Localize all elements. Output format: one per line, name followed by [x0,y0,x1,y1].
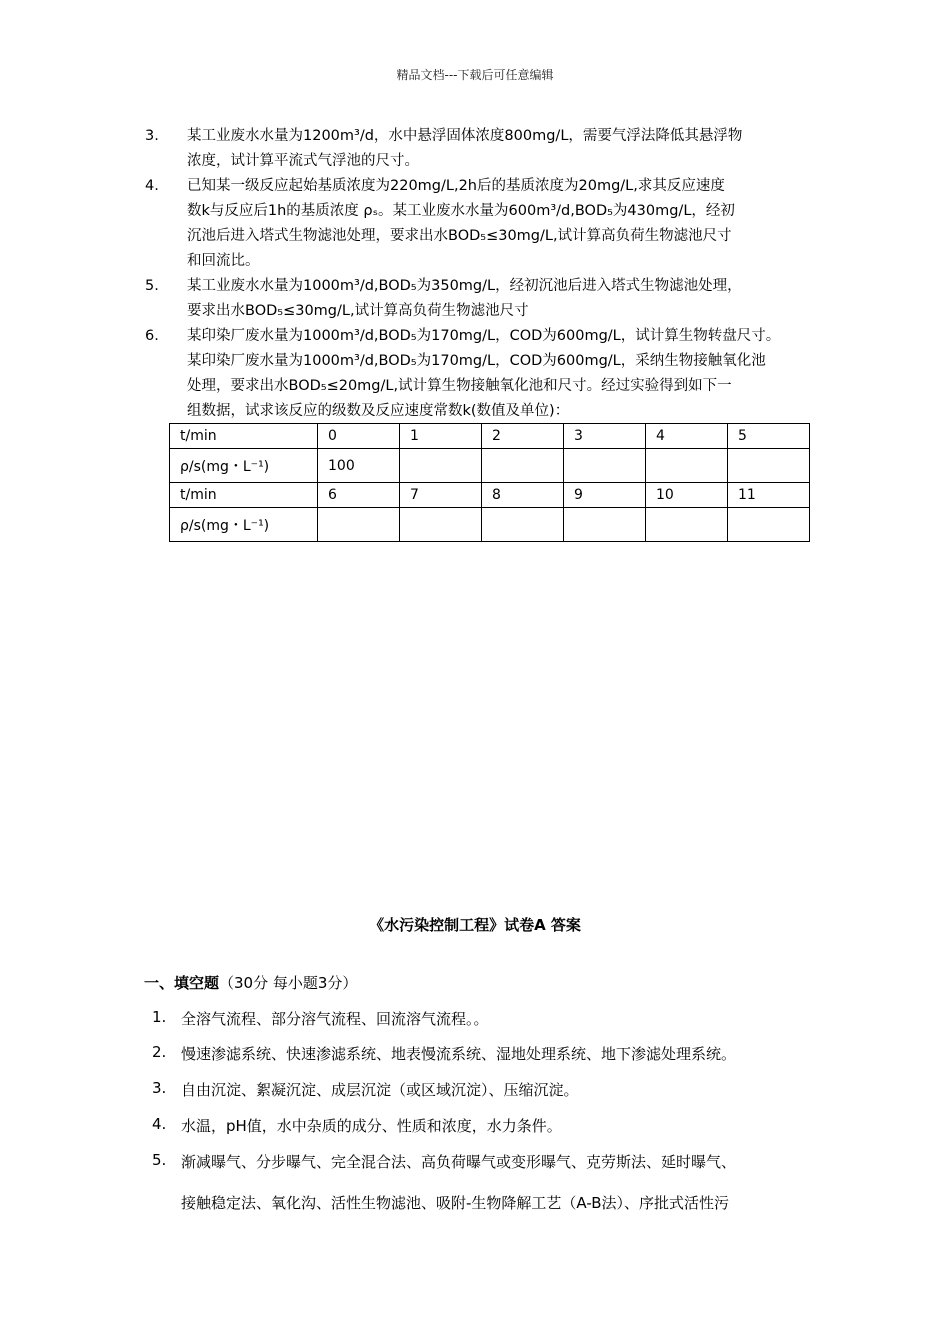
answer-line: 自由沉淀、絮凝沉淀、成层沉淀（或区域沉淀）、压缩沉淀。 [181,1081,579,1099]
table-cell [646,508,728,542]
table-row [170,508,810,542]
answer-line: 接触稳定法、氧化沟、活性生物滤池、吸附-生物降解工艺（A-B法）、序批式活性污 [181,1194,730,1212]
answer-number: 4. [152,1115,167,1133]
table-cell [318,508,400,542]
table-cell: 5 [728,424,810,449]
question-number: 5. [145,278,159,294]
table-cell [400,449,482,483]
table-cell: 10 [646,483,728,508]
table-cell: 8 [482,483,564,508]
section-label: 一、填空题 [144,974,220,992]
table-cell: 7 [400,483,482,508]
question-line: 某印染厂废水量为1000m³/d,BOD₅为170mg/L，COD为600mg/L，试计算生物转盘尺寸。 [187,328,781,344]
table-cell: 4 [646,424,728,449]
table-cell [646,449,728,483]
question-line: 某工业废水水量为1200m³/d，水中悬浮固体浓度800mg/L，需要气浮法降低其悬浮物 [187,128,743,144]
question-line: 沉池后进入塔式生物滤池处理，要求出水BOD₅≤30mg/L,试计算高负荷生物滤池尺寸 [187,228,732,244]
table-cell: 3 [564,424,646,449]
answer-line: 水温，pH值，水中杂质的成分、性质和浓度，水力条件。 [181,1117,562,1135]
table-row [170,424,810,449]
table-cell [400,508,482,542]
question-number: 4. [145,178,159,194]
table-cell: 100 [318,449,400,483]
answer-number: 5. [152,1151,167,1169]
table-cell: 9 [564,483,646,508]
table-row [170,483,810,508]
answer-line: 慢速渗滤系统、快速渗滤系统、地表慢流系统、湿地处理系统、地下渗滤处理系统。 [181,1045,737,1063]
table-cell: 6 [318,483,400,508]
table-cell: 1 [400,424,482,449]
question-number: 3. [145,128,159,144]
table-cell: t/min [170,483,318,508]
answer-number: 1. [152,1008,167,1026]
answer-line: 全溶气流程、部分溶气流程、回流溶气流程。。 [181,1010,489,1028]
table-cell: ρ/s(mg・L⁻¹) [170,508,318,542]
question-line: 浓度，试计算平流式气浮池的尺寸。 [187,153,419,169]
table-cell [564,449,646,483]
answer-number: 3. [152,1079,167,1097]
answer-number: 2. [152,1043,167,1061]
table-cell [728,508,810,542]
table-row [170,449,810,483]
answer-title: 《水污染控制工程》试卷A 答案 [369,916,581,934]
table-cell [482,449,564,483]
table-cell [728,449,810,483]
table-cell [564,508,646,542]
question-text [187,274,817,324]
question-line: 组数据，试求该反应的级数及反应速度常数k(数值及单位)： [187,403,570,419]
question-line: 数k与反应后1h的基质浓度 ρₛ。某工业废水水量为600m³/d,BOD₅为430mg/L，经初 [187,203,735,219]
question-line: 处理，要求出水BOD₅≤20mg/L,试计算生物接触氧化池和尺寸。经过实验得到如下一 [187,378,732,394]
table-cell: 2 [482,424,564,449]
table-cell: t/min [170,424,318,449]
question-line: 和回流比。 [187,253,260,269]
page-header: 精品文档---下载后可任意编辑 [396,68,554,82]
question-text [187,124,817,174]
question-line: 某印染厂废水量为1000m³/d,BOD₅为170mg/L，COD为600mg/L，采纳生物接触氧化池 [187,353,766,369]
answer-line: 渐减曝气、分步曝气、完全混合法、高负荷曝气或变形曝气、克劳斯法、延时曝气、 [181,1153,737,1171]
question-text [187,174,817,274]
table-cell [482,508,564,542]
section-note: （30分 每小题3分） [219,974,358,992]
section-heading [144,972,357,993]
question-line: 要求出水BOD₅≤30mg/L,试计算高负荷生物滤池尺寸 [187,303,529,319]
data-table [169,423,810,542]
question-line: 已知某一级反应起始基质浓度为220mg/L,2h后的基质浓度为20mg/L,求其反应速度 [187,178,725,194]
table-cell: 11 [728,483,810,508]
question-number: 6. [145,328,159,344]
question-line: 某工业废水水量为1000m³/d,BOD₅为350mg/L，经初沉池后进入塔式生物滤池处理， [187,278,742,294]
table-cell: ρ/s(mg・L⁻¹) [170,449,318,483]
table-cell: 0 [318,424,400,449]
question-text [187,324,817,424]
